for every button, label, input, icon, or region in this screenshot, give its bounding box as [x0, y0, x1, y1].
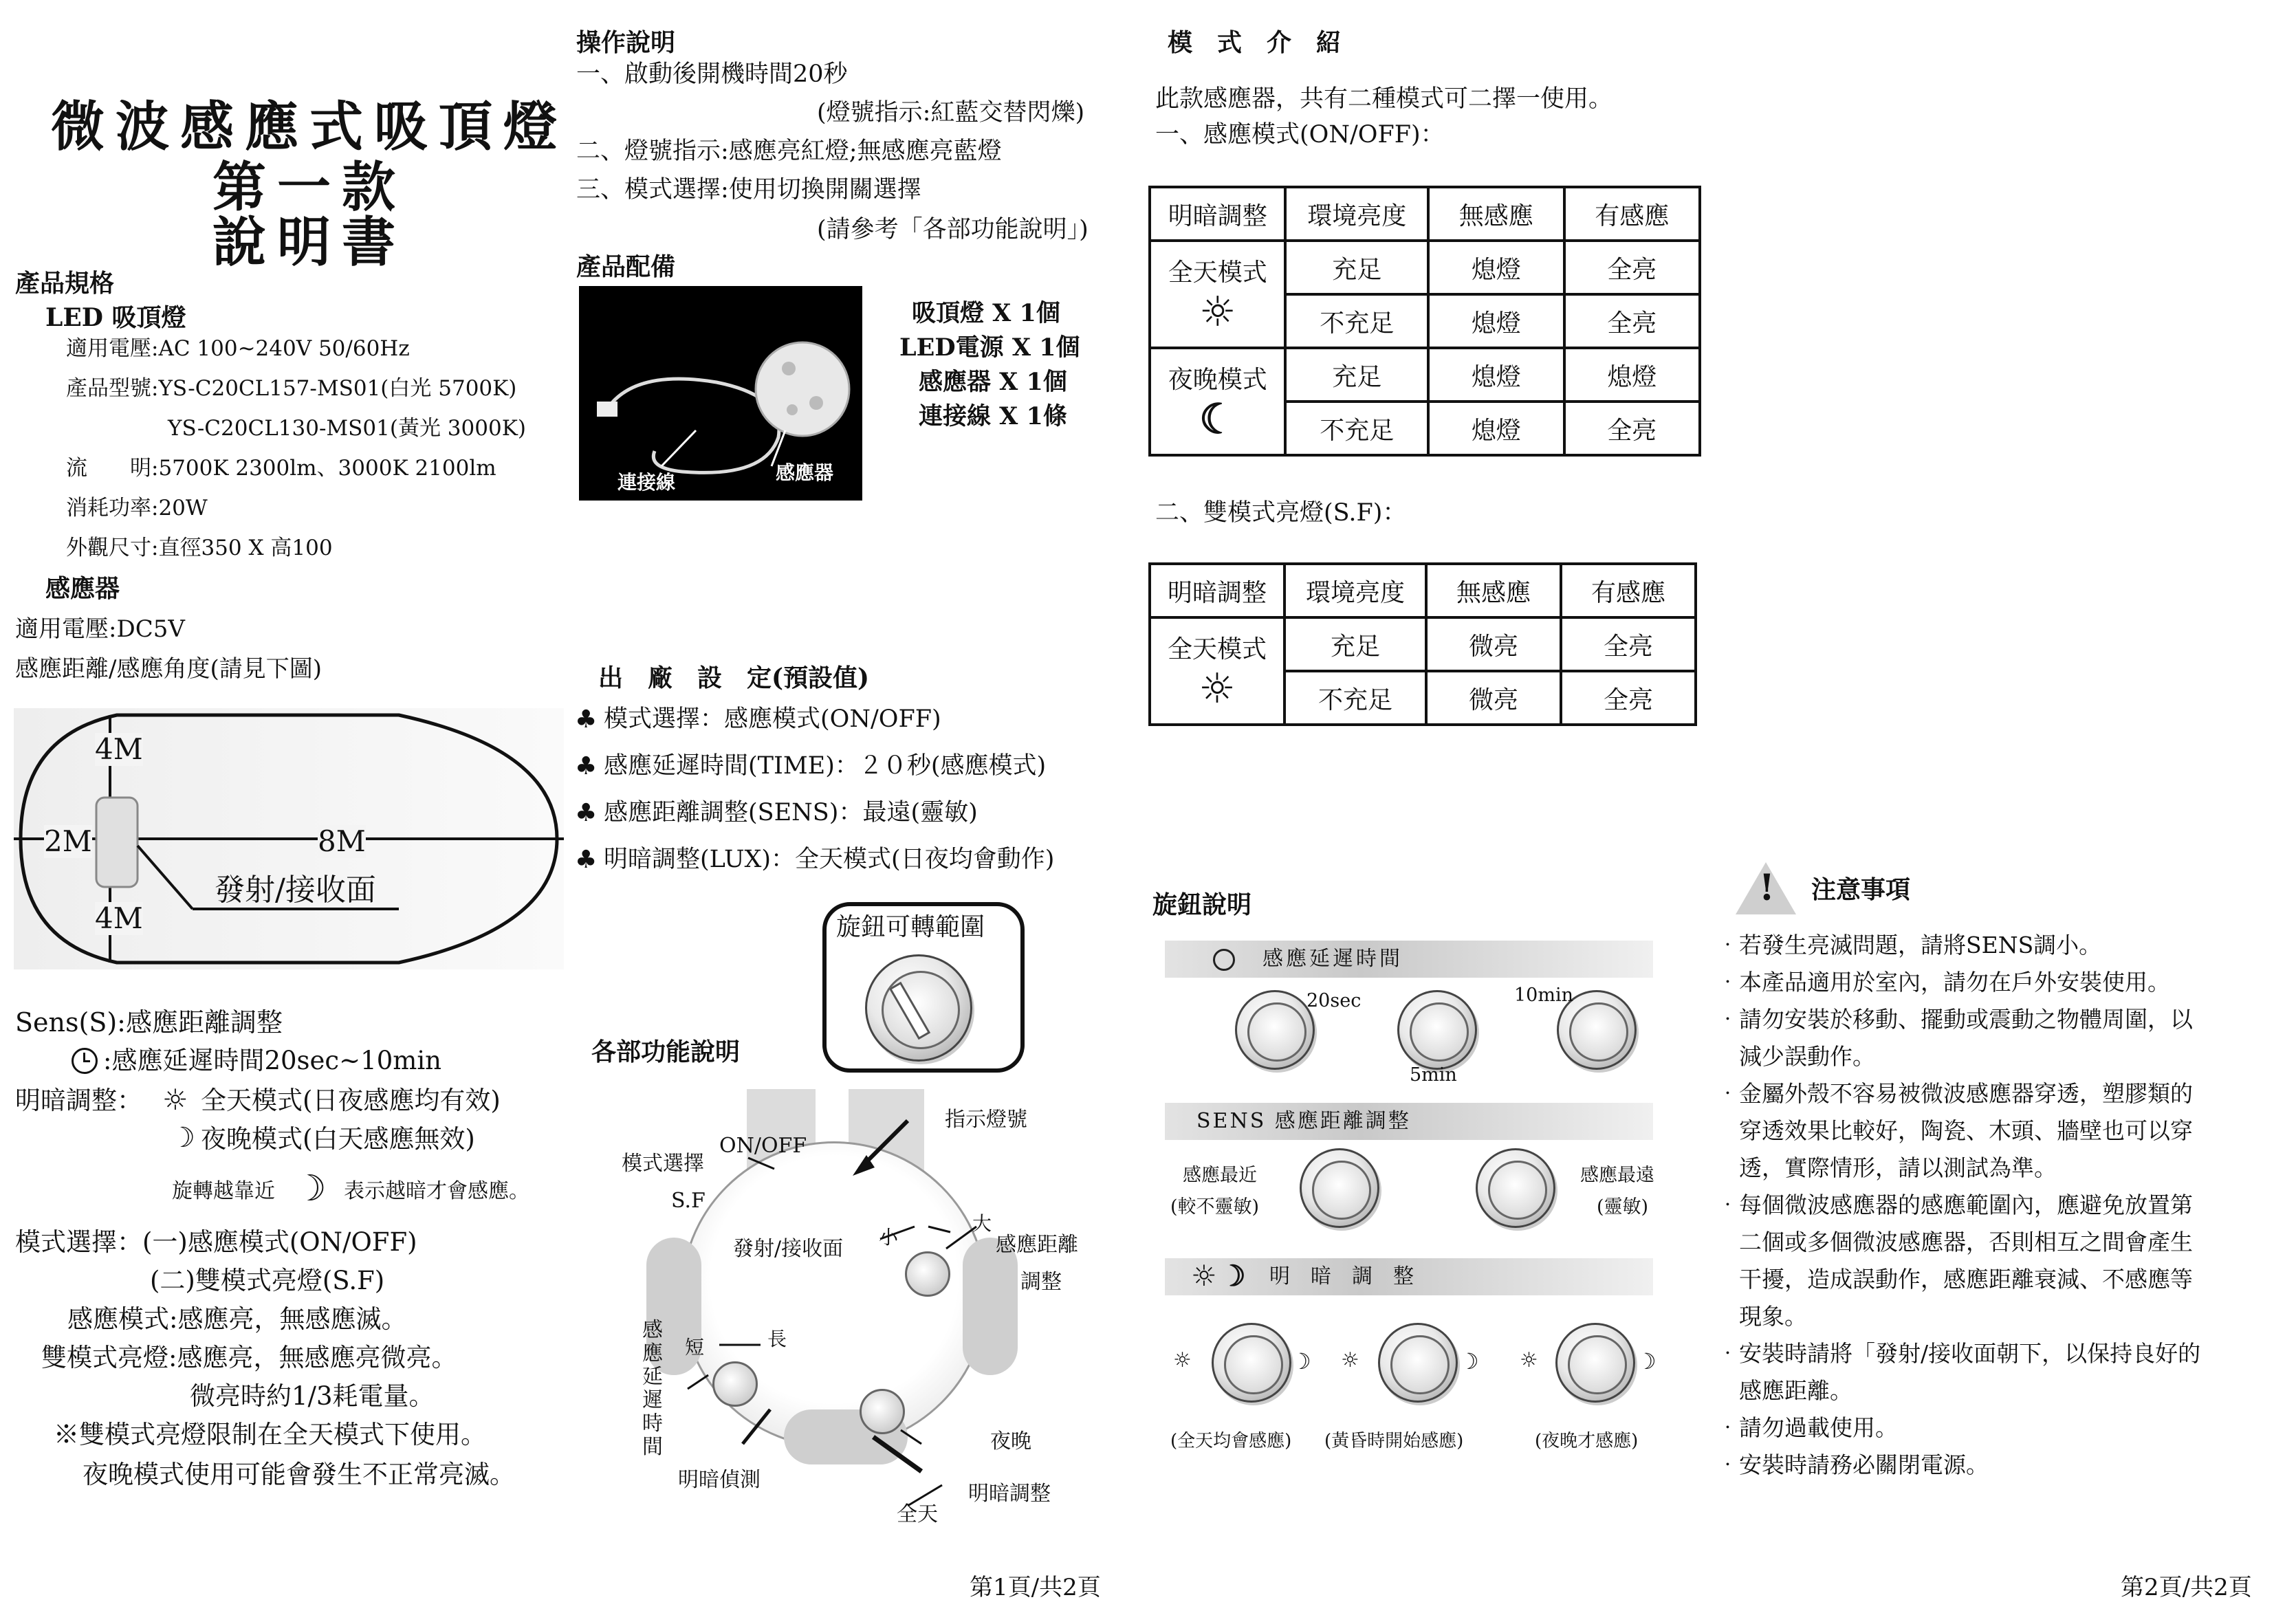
light-detect-label: 明暗偵測: [678, 1468, 761, 1492]
sens-line: Sens(S):感應距離調整: [15, 1007, 283, 1038]
table-header: 明暗調整: [1150, 564, 1284, 617]
sensor-title: 感應器: [45, 574, 120, 603]
table-cell: 熄燈: [1428, 402, 1564, 455]
spec-line: 適用電壓:AC 100~240V 50/60Hz: [66, 336, 410, 361]
photo-sensor-label: 感應器: [776, 461, 834, 484]
lux-bar: [1165, 1258, 1653, 1295]
acc-item: LED電源 X 1個: [899, 333, 1080, 362]
notice-line: ‧每個微波感應器的感應範圍內，應避免放置第: [1716, 1192, 2193, 1218]
mode-line: 雙模式亮燈:感應亮，無感應亮微亮。: [41, 1343, 457, 1372]
mode-line: (二)雙模式亮燈(S.F): [150, 1266, 385, 1295]
table-cell: 熄燈: [1428, 348, 1564, 402]
acc-item: 連接線 X 1條: [919, 402, 1067, 430]
doc-subtitle: 第一款: [212, 156, 406, 219]
lux-night: 夜晚模式(白天感應無效): [201, 1124, 475, 1154]
lux-knob-night: [1555, 1323, 1635, 1403]
table-cell: 熄燈: [1428, 241, 1564, 294]
moon-icon: ☽: [1291, 1348, 1311, 1374]
spec-line: 產品型號:YS-C20CL157-MS01(白光 5700K): [66, 376, 517, 401]
op-line: (燈號指示:紅藍交替閃爍): [817, 99, 1085, 127]
onoff-label: ON/OFF: [719, 1134, 807, 1158]
lux-caption: (夜晚才感應): [1535, 1431, 1639, 1451]
notice-line: ‧安裝時請務必關閉電源。: [1716, 1451, 1989, 1478]
delay-label-10min: 10min: [1514, 985, 1573, 1006]
table-header: 有感應: [1564, 187, 1700, 241]
mode-line: 模式選擇：(一)感應模式(ON/OFF): [15, 1227, 417, 1257]
lux-adjust-label: 明暗調整: [968, 1482, 1051, 1506]
doc-title: 微波感應式吸頂燈: [50, 96, 568, 158]
notice-line: 感應距離。: [1716, 1377, 1852, 1404]
table-header: 環境亮度: [1284, 564, 1426, 617]
knob-range-callout: [822, 902, 1025, 1073]
factory-item: 明暗調整(LUX)：全天模式(日夜均會動作): [604, 846, 1055, 873]
notice-line: ‧請勿過載使用。: [1716, 1414, 1898, 1441]
factory-item: 感應距離調整(SENS)：最遠(靈敏): [604, 799, 978, 826]
moon-icon: ☽: [1459, 1348, 1479, 1374]
mode-line: 夜晚模式使用可能會發生不正常亮滅。: [83, 1460, 515, 1489]
page-number-1: 第1頁/共2頁: [970, 1574, 1101, 1601]
sensor-function-diagram: [622, 1086, 1078, 1526]
small-label: 小: [879, 1226, 899, 1249]
sens-near-2: (較不靈敏): [1170, 1196, 1260, 1218]
sens-bar: [1165, 1103, 1653, 1140]
notice-line: 穿透效果比較好，陶瓷、木頭、牆壁也可以穿: [1716, 1117, 2193, 1144]
mode2-title: 二、雙模式亮燈(S.F)：: [1155, 499, 1407, 527]
op-line: 三、模式選擇:使用切換開關選擇: [576, 176, 921, 204]
sens-knob-near: [1300, 1148, 1379, 1228]
factory-item: 模式選擇：感應模式(ON/OFF): [604, 705, 941, 733]
acc-title: 產品配備: [576, 252, 676, 281]
time-line: :感應延遲時間20sec~10min: [103, 1046, 441, 1075]
delay-knob-5min: [1397, 990, 1477, 1070]
allday-mode-cell: [1150, 617, 1284, 725]
doc-manual-title: 說明書: [212, 211, 406, 274]
table-header: 無感應: [1428, 187, 1564, 241]
allday-mode-cell: [1150, 241, 1285, 348]
night-mode-label: 夜晚模式: [1168, 365, 1267, 394]
notice-title: 注意事項: [1811, 875, 1911, 904]
table-cell: 全亮: [1561, 617, 1696, 671]
mode-line: 微亮時約1/3耗電量。: [190, 1381, 435, 1411]
mode-line: ※雙模式亮燈限制在全天模式下使用。: [54, 1420, 486, 1449]
notice-line: ‧若發生亮滅問題，請將SENS調小。: [1716, 932, 2102, 958]
long-label: 長: [767, 1328, 787, 1350]
sun-icon: ☼: [162, 1083, 188, 1117]
delay-label: 感應延遲時間: [642, 1318, 663, 1459]
warning-mark: !: [1759, 867, 1775, 909]
sun-icon: ☼: [1173, 1348, 1192, 1372]
sun-icon: ☼: [1341, 1348, 1359, 1372]
table-cell: 全亮: [1564, 402, 1700, 455]
allday-label: 全天: [897, 1502, 938, 1526]
notice-line: 減少誤動作。: [1716, 1043, 1875, 1070]
night-mode-cell: [1150, 348, 1285, 455]
accessories-photo: [579, 286, 862, 501]
sensor-voltage: 適用電壓:DC5V: [15, 615, 185, 643]
notice-line: 透，實際情形，請以測試為準。: [1716, 1154, 2057, 1181]
range-face-label: 發射/接收面: [215, 873, 376, 908]
table-cell: 微亮: [1426, 671, 1561, 725]
mode1-title: 一、感應模式(ON/OFF)：: [1155, 121, 1445, 149]
table-cell: 充足: [1284, 617, 1426, 671]
photo-cable-label: 連接線: [617, 471, 676, 494]
spec-line: 外觀尺寸:直徑350 X 高100: [66, 536, 333, 560]
range-top-label: 4M: [95, 732, 143, 766]
clock-icon: [72, 1048, 98, 1074]
lux-knob-dusk: [1378, 1323, 1458, 1403]
sens-far: 感應最遠: [1580, 1165, 1654, 1186]
mode-intro: 此款感應器，共有二種模式可二擇一使用。: [1155, 85, 1613, 113]
notice-line: 二個或多個微波感應器，否則相互之間會產生: [1716, 1229, 2193, 1255]
knob-title: 旋鈕說明: [1152, 890, 1252, 919]
sensor-range: 感應距離/感應角度(請見下圖): [15, 655, 322, 683]
lux-label: 明暗調整：: [15, 1086, 142, 1115]
lux-allday: 全天模式(日夜感應均有效): [201, 1086, 501, 1115]
delay-bar-label: 感應延遲時間: [1262, 947, 1403, 971]
delay-label-20sec: 20sec: [1307, 990, 1362, 1011]
tree-icon: ♣: [575, 846, 598, 874]
op-title: 操作說明: [576, 28, 676, 57]
face-label: 發射/接收面: [733, 1237, 844, 1261]
delay-knob-20sec: [1235, 990, 1315, 1070]
table-header: 環境亮度: [1285, 187, 1428, 241]
moon-icon: ☽: [294, 1168, 327, 1209]
sens-far-2: (靈敏): [1597, 1196, 1649, 1218]
indicator-label: 指示燈號: [945, 1108, 1027, 1132]
table-cell: 不充足: [1285, 402, 1428, 455]
knob-icon: [865, 954, 972, 1062]
allday-mode-label: 全天模式: [1167, 635, 1267, 663]
table-cell: 熄燈: [1428, 294, 1564, 348]
func-title: 各部功能說明: [591, 1038, 741, 1066]
spec-line: 消耗功率:20W: [66, 496, 208, 520]
acc-item: 吸頂燈 X 1個: [912, 299, 1060, 327]
acc-item: 感應器 X 1個: [919, 368, 1067, 396]
tree-icon: ♣: [575, 752, 598, 780]
sun-icon: ☼: [1191, 1259, 1217, 1293]
sun-icon: ☼: [1520, 1348, 1538, 1372]
range-left-label: 2M: [44, 824, 92, 858]
table-cell: 不充足: [1284, 671, 1426, 725]
table-cell: 熄燈: [1564, 348, 1700, 402]
sf-label: S.F: [671, 1189, 706, 1213]
spec-line: 流 明:5700K 2300lm、3000K 2100lm: [66, 456, 496, 481]
range-diagram: [14, 708, 564, 969]
mode2-table: [1148, 562, 1697, 726]
lux-rotate-a: 旋轉越靠近: [172, 1179, 275, 1203]
table-cell: 全亮: [1561, 671, 1696, 725]
delay-bar: [1165, 941, 1653, 978]
mode-select-label: 模式選擇: [622, 1152, 704, 1176]
mode-line: 感應模式:感應亮，無感應滅。: [67, 1304, 407, 1334]
table-cell: 微亮: [1426, 617, 1561, 671]
lux-knob-allday: [1212, 1323, 1291, 1403]
table-header: 有感應: [1561, 564, 1696, 617]
moon-icon: ☽: [171, 1122, 195, 1154]
sens-near: 感應最近: [1183, 1165, 1257, 1186]
notice-line: ‧金屬外殼不容易被微波感應器穿透，塑膠類的: [1716, 1080, 2193, 1107]
table-cell: 不充足: [1285, 294, 1428, 348]
sun-icon: ☼: [1199, 664, 1236, 713]
table-header: 明暗調整: [1150, 187, 1285, 241]
moon-icon: ☽: [1637, 1348, 1657, 1374]
led-title: LED 吸頂燈: [45, 303, 186, 332]
night-label: 夜晚: [990, 1429, 1031, 1453]
op-line: (請參考「各部功能說明」): [817, 216, 1089, 243]
moon-icon: ☾: [1199, 395, 1236, 443]
table-cell: 全亮: [1564, 241, 1700, 294]
distance-label-2: 調整: [1020, 1270, 1062, 1294]
mode1-table: [1148, 186, 1701, 457]
range-bottom-label: 4M: [95, 901, 143, 935]
notice-line: ‧請勿安裝於移動、擺動或震動之物體周圍，以: [1716, 1006, 2193, 1033]
allday-mode-label: 全天模式: [1168, 258, 1267, 287]
notice-line: ‧安裝時請將「發射/接收面朝下，以保持良好的: [1716, 1340, 2201, 1367]
notice-line: 現象。: [1716, 1303, 1807, 1330]
moon-icon: ☽: [1220, 1259, 1246, 1293]
op-line: 一、啟動後開機時間20秒: [576, 61, 848, 88]
table-cell: 充足: [1285, 348, 1428, 402]
short-label: 短: [685, 1336, 705, 1359]
mode-title: 模 式 介 紹: [1168, 28, 1342, 57]
range-right-label: 8M: [318, 824, 366, 858]
big-label: 大: [972, 1212, 992, 1235]
notice-line: 干擾，造成誤動作，感應距離衰減、不感應等: [1716, 1266, 2193, 1293]
op-line: 二、燈號指示:感應亮紅燈;無感應亮藍燈: [576, 138, 1002, 165]
distance-label: 感應距離: [996, 1233, 1078, 1257]
table-header: 無感應: [1426, 564, 1561, 617]
table-cell: 全亮: [1564, 294, 1700, 348]
spec-line: YS-C20CL130-MS01(黃光 3000K): [168, 416, 526, 441]
lux-caption: (全天均會感應): [1170, 1431, 1292, 1451]
clock-icon: [1213, 949, 1235, 971]
sens-knob-far: [1476, 1148, 1555, 1228]
tree-icon: ♣: [575, 799, 598, 827]
lux-bar-label: 明 暗 調 整: [1269, 1264, 1414, 1288]
factory-title: 出 廠 設 定(預設值): [598, 663, 870, 692]
page-number-2: 第2頁/共2頁: [2121, 1574, 2252, 1601]
sens-bar-label: SENS 感應距離調整: [1196, 1109, 1411, 1133]
sun-icon: ☼: [1199, 287, 1236, 336]
tree-icon: ♣: [575, 705, 598, 734]
table-cell: 充足: [1285, 241, 1428, 294]
knob-range-label: 旋鈕可轉範圍: [836, 913, 985, 941]
delay-label-5min: 5min: [1410, 1064, 1457, 1086]
spec-title: 產品規格: [15, 269, 115, 298]
notice-line: ‧本產品適用於室內，請勿在戶外安裝使用。: [1716, 969, 2170, 996]
lux-rotate-b: 表示越暗才會感應。: [344, 1179, 529, 1203]
lux-caption: (黃昏時開始感應): [1324, 1431, 1464, 1451]
factory-item: 感應延遲時間(TIME)：２０秒(感應模式): [604, 752, 1047, 780]
